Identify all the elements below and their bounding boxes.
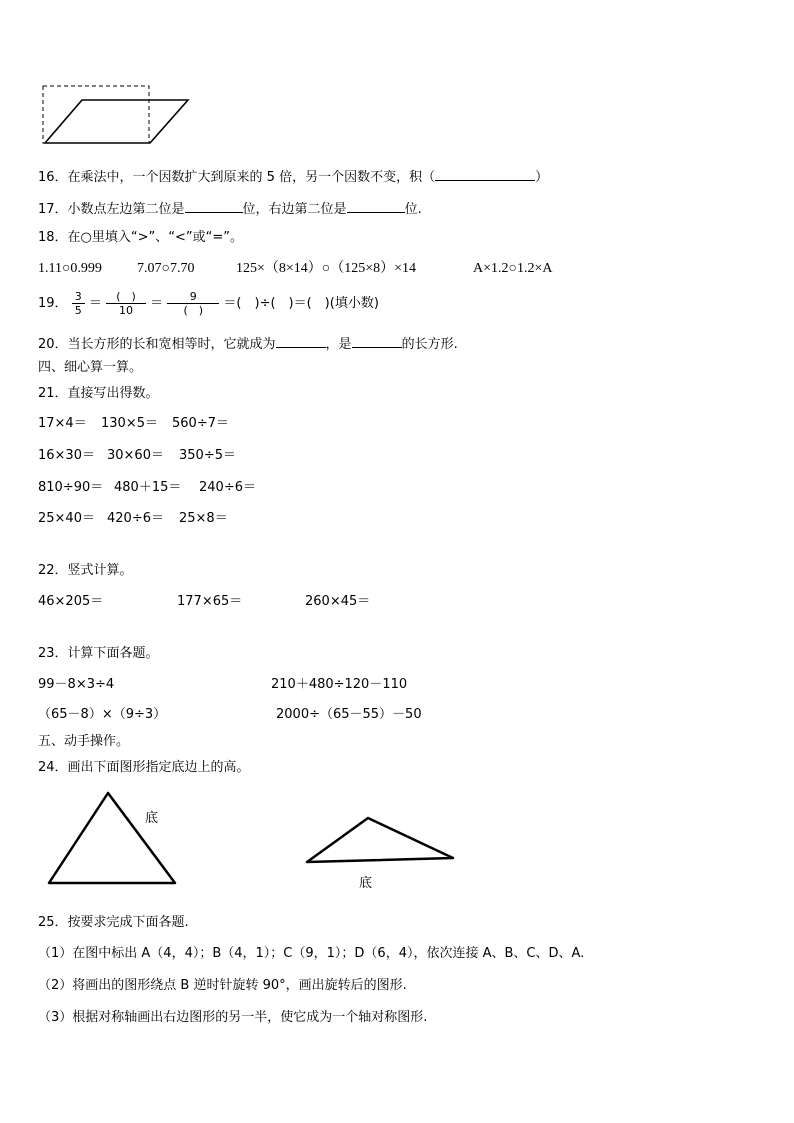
question-20-part-a: 20．当长方形的长和宽相等时，它就成为 bbox=[38, 337, 276, 352]
calc-item: 560÷7＝ bbox=[172, 416, 229, 431]
equals-sign: ＝ bbox=[150, 296, 164, 311]
fraction-numerator: ( ) bbox=[106, 290, 146, 304]
fraction-numerator: 3 bbox=[72, 290, 85, 304]
compare-item: A×1.2○1.2×A bbox=[473, 261, 553, 276]
question-23-title: 23．计算下面各题。 bbox=[38, 646, 159, 661]
fraction-denominator: ( ) bbox=[183, 304, 204, 317]
calc-item: 130×5＝ bbox=[101, 416, 158, 431]
question-24-title: 24．画出下面图形指定底边上的高。 bbox=[38, 760, 250, 775]
question-21-title: 21．直接写出得数。 bbox=[38, 386, 159, 401]
compare-item: 7.07○7.70 bbox=[137, 261, 195, 276]
calc-item: 480＋15＝ bbox=[114, 480, 182, 495]
vertical-calc-item: 260×45＝ bbox=[305, 594, 371, 609]
question-19-tail: ＝( )÷( )＝( )(填小数) bbox=[223, 296, 379, 311]
expression-item: 210＋480÷120－110 bbox=[271, 677, 408, 692]
vertical-calc-item: 46×205＝ bbox=[38, 594, 104, 609]
section-5-heading: 五、动手操作。 bbox=[38, 734, 130, 749]
question-18-title: 18．在○里填入“>”、“<”或“=”。 bbox=[38, 230, 243, 245]
question-16-text: 16．在乘法中，一个因数扩大到原来的 5 倍，另一个因数不变，积（ bbox=[38, 170, 436, 185]
expression-item: （65－8）×（9÷3） bbox=[38, 707, 167, 722]
fraction-denominator: 5 bbox=[74, 304, 82, 317]
calc-item: 810÷90＝ bbox=[38, 480, 104, 495]
question-17-part-c: 位. bbox=[404, 202, 422, 217]
question-20-part-b: ，是 bbox=[325, 337, 352, 352]
question-25-item: （1）在图中标出 A（4，4）；B（4，1）；C（9，1）；D（6，4），依次连接 A、B、C、D、A. bbox=[38, 946, 585, 961]
question-17-part-a: 17．小数点左边第二位是 bbox=[38, 202, 185, 217]
question-17-part-b: 位，右边第二位是 bbox=[242, 202, 347, 217]
calc-item: 25×8＝ bbox=[179, 511, 228, 526]
equals-sign: ＝ bbox=[88, 296, 102, 311]
question-16-close: ） bbox=[535, 170, 549, 185]
vertical-calc-item: 177×65＝ bbox=[177, 594, 243, 609]
question-25-item: （3）根据对称轴画出右边图形的另一半，使它成为一个轴对称图形. bbox=[38, 1010, 428, 1025]
calc-item: 25×40＝ bbox=[38, 511, 95, 526]
fraction-denominator: 10 bbox=[118, 304, 133, 317]
compare-item: 125×（8×14）○（125×8）×14 bbox=[236, 261, 417, 276]
triangle-2 bbox=[307, 818, 453, 862]
calc-item: 420÷6＝ bbox=[107, 511, 164, 526]
question-20-part-c: 的长方形. bbox=[401, 337, 458, 352]
expression-item: 99－8×3÷4 bbox=[38, 677, 115, 692]
calc-item: 17×4＝ bbox=[38, 416, 87, 431]
section-4-heading: 四、细心算一算。 bbox=[38, 360, 143, 375]
compare-item: 1.11○0.999 bbox=[38, 261, 102, 276]
expression-item: 2000÷（65－55）－50 bbox=[276, 707, 422, 722]
base-label-1: 底 bbox=[145, 811, 159, 826]
question-19-label: 19． bbox=[38, 296, 68, 311]
question-25-item: （2）将画出的图形绕点 B 逆时针旋转 90°，画出旋转后的图形. bbox=[38, 978, 407, 993]
question-25-title: 25．按要求完成下面各题. bbox=[38, 915, 189, 930]
calc-item: 16×30＝ bbox=[38, 448, 95, 463]
calc-item: 30×60＝ bbox=[107, 448, 164, 463]
fraction-numerator: 9 bbox=[167, 290, 219, 304]
question-22-title: 22．竖式计算。 bbox=[38, 563, 133, 578]
calc-item: 240÷6＝ bbox=[199, 480, 256, 495]
calc-item: 350÷5＝ bbox=[179, 448, 236, 463]
base-label-2: 底 bbox=[359, 876, 373, 891]
